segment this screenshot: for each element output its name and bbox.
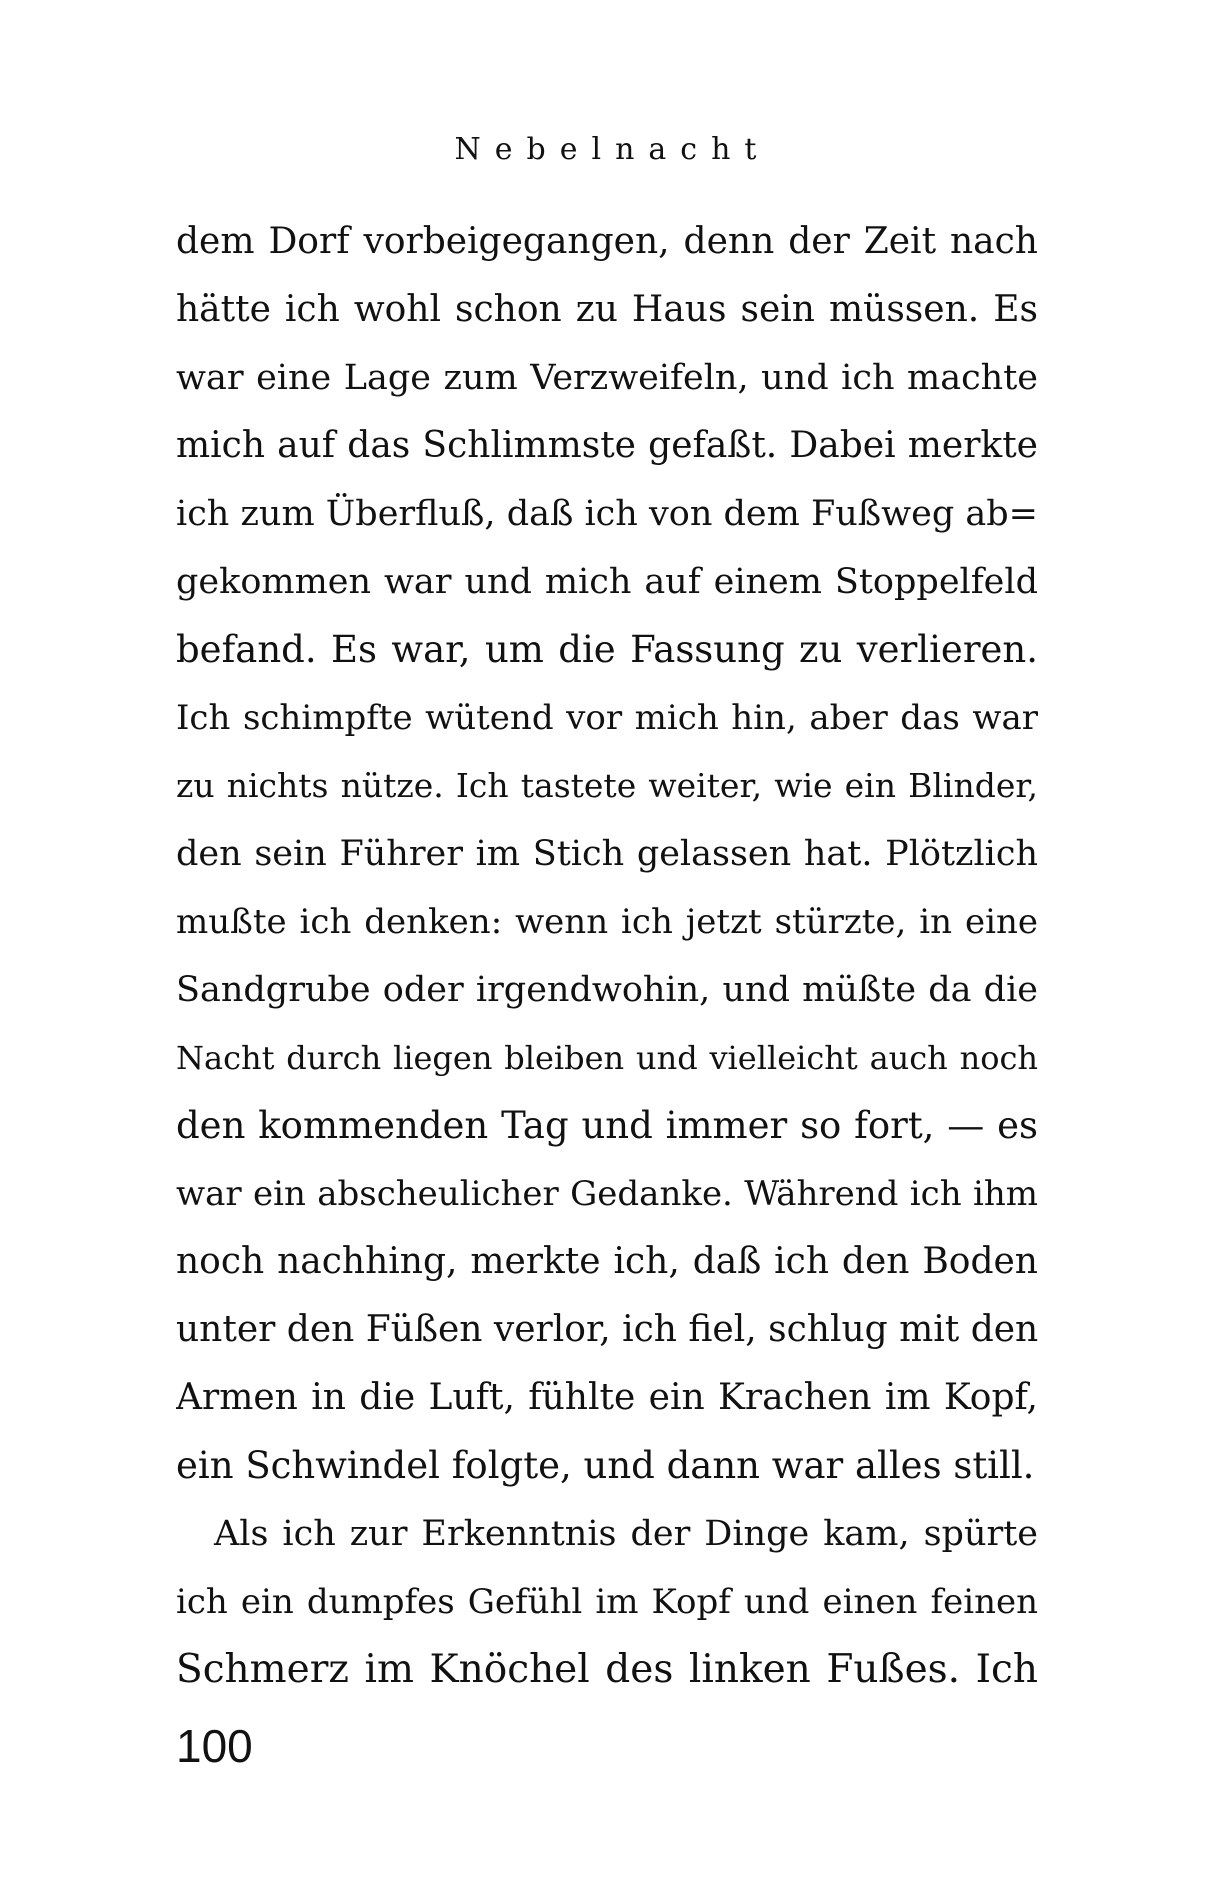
text-line: mich auf das Schlimmste gefaßt. Dabei merkte bbox=[176, 425, 1038, 466]
text-line: dem Dorf vorbeigegangen, denn der Zeit nach bbox=[176, 221, 1038, 262]
text-line: hätte ich wohl schon zu Haus sein müssen. Es bbox=[176, 289, 1038, 330]
text-line: ich zum Überfluß, daß ich von dem Fußweg ab= bbox=[176, 494, 1038, 534]
running-head: Nebelnacht bbox=[454, 132, 771, 167]
text-line: Nacht durch liegen bleiben und vielleicht auch noch bbox=[176, 1039, 1038, 1077]
text-line: Schmerz im Knöchel des linken Fußes. Ich bbox=[176, 1647, 1038, 1692]
text-line: zu nichts nütze. Ich tastete weiter, wie ein Blinder, bbox=[176, 766, 1038, 805]
text-line: noch nachhing, merkte ich, daß ich den Boden bbox=[176, 1241, 1038, 1282]
text-line: den kommenden Tag und immer so fort, — es bbox=[176, 1104, 1038, 1147]
text-line: Als ich zur Erkenntnis der Dinge kam, spürte bbox=[214, 1514, 1038, 1554]
text-line: Armen in die Luft, fühlte ein Krachen im Kopf, bbox=[176, 1377, 1038, 1418]
text-line: ich ein dumpfes Gefühl im Kopf und einen feinen bbox=[176, 1582, 1038, 1622]
text-line: Ich schimpfte wütend vor mich hin, aber das war bbox=[176, 698, 1038, 738]
text-line: Sandgrube oder irgendwohin, und müßte da die bbox=[176, 970, 1038, 1010]
text-line: den sein Führer im Stich gelassen hat. Plötzlich bbox=[176, 834, 1038, 874]
page-number: 100 bbox=[176, 1720, 253, 1772]
text-line: war eine Lage zum Verzweifeln, und ich machte bbox=[176, 358, 1038, 398]
text-line: war ein abscheulicher Gedanke. Während ich ihm bbox=[176, 1174, 1038, 1214]
body-text bbox=[176, 208, 1038, 1704]
text-line: gekommen war und mich auf einem Stoppelfeld bbox=[176, 562, 1038, 602]
text-line: unter den Füßen verlor, ich fiel, schlug mit den bbox=[176, 1309, 1038, 1350]
text-line: befand. Es war, um die Fassung zu verlieren. bbox=[176, 628, 1038, 671]
text-line: ein Schwindel folgte, und dann war alles still. bbox=[176, 1444, 1035, 1487]
text-line: mußte ich denken: wenn ich jetzt stürzte, in eine bbox=[176, 902, 1038, 942]
